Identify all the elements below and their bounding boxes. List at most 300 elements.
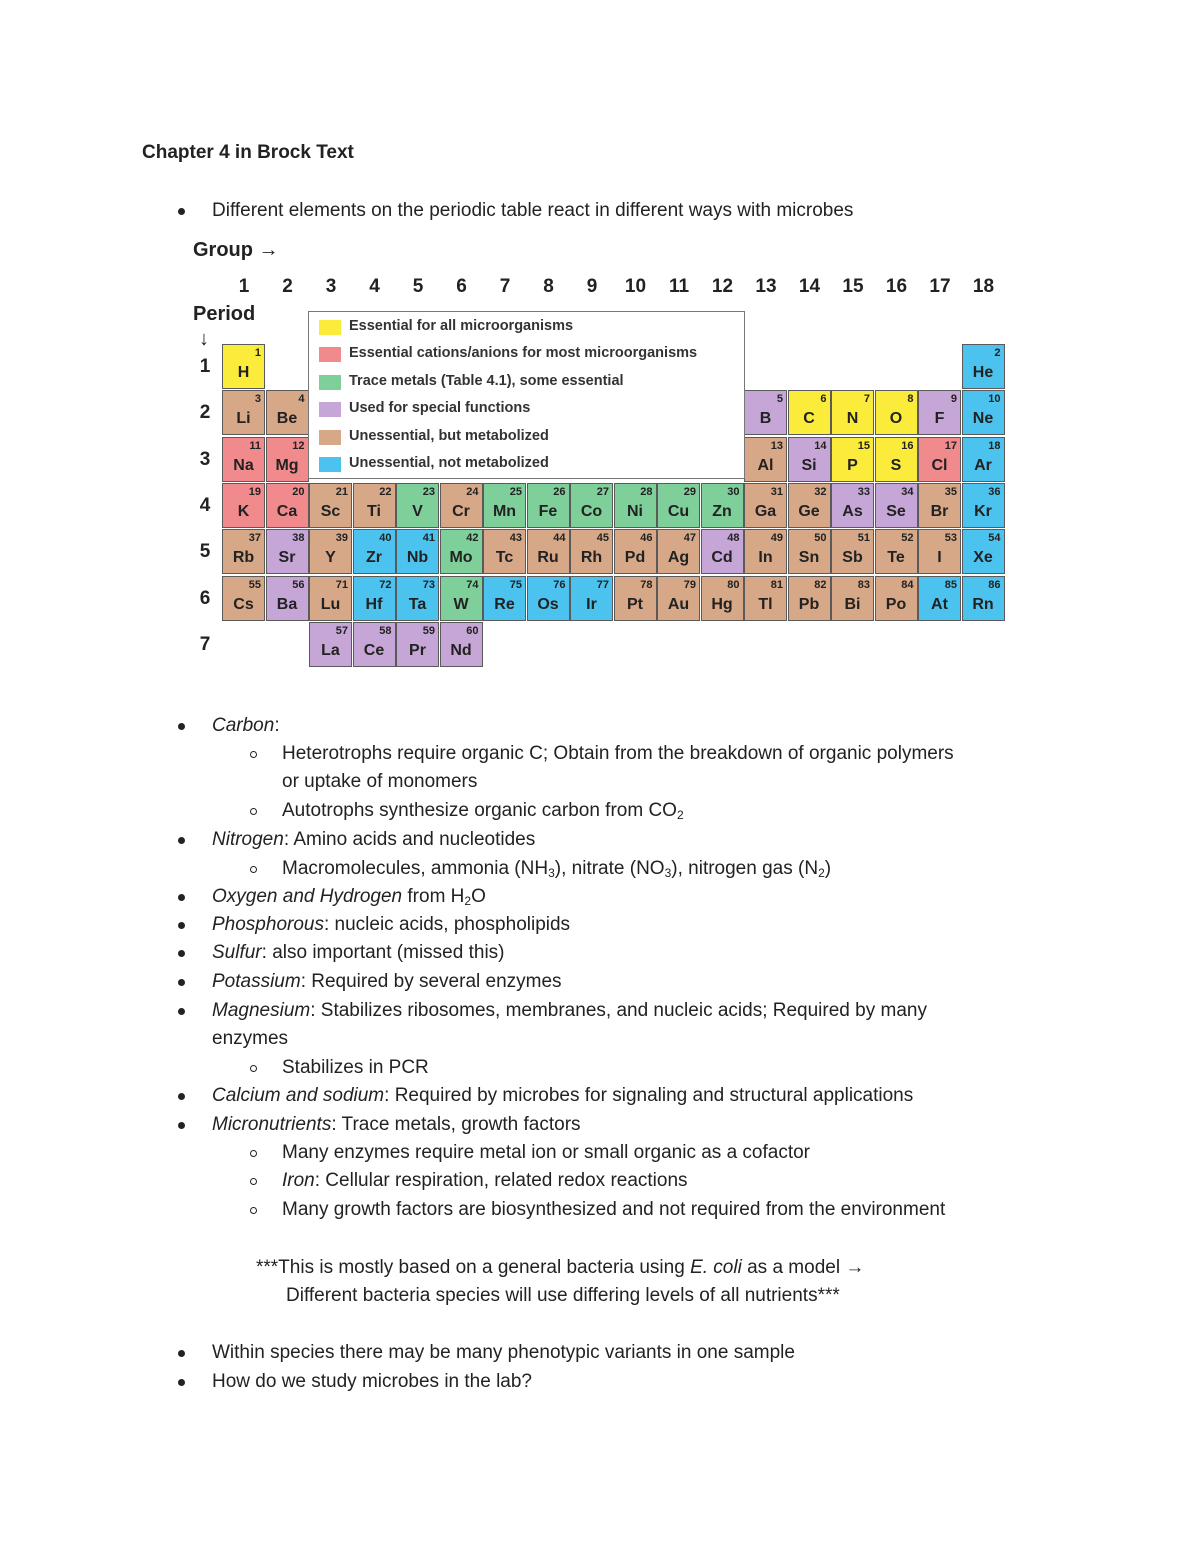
atomic-number: 39: [335, 532, 348, 545]
atomic-number: 53: [944, 532, 957, 545]
element-symbol: Pd: [624, 549, 646, 567]
nitrogen-sub: [282, 857, 831, 881]
element-symbol: Pb: [798, 595, 820, 613]
atomic-number: 56: [292, 578, 305, 591]
bullet-icon: [178, 1122, 185, 1129]
element-symbol: Ca: [276, 502, 298, 520]
legend-label: Unessential, but metabolized: [349, 427, 549, 444]
element-symbol: Sc: [320, 502, 341, 520]
sub-bullet-icon: [250, 866, 257, 873]
element-cell: [396, 622, 439, 667]
element-cell: [875, 390, 918, 435]
element-symbol: Be: [276, 410, 298, 428]
element-cell: [527, 483, 570, 528]
period-number: 4: [199, 494, 211, 516]
atomic-number: 55: [248, 578, 261, 591]
element-symbol: Ir: [586, 595, 597, 613]
atomic-number: 33: [857, 485, 870, 498]
element-cell: [831, 437, 874, 482]
element-symbol: Hg: [711, 595, 733, 613]
element-cell: [309, 576, 352, 621]
calcium-rest: : Required by microbes for signaling and structural applications: [384, 1085, 914, 1106]
atomic-number: 7: [863, 393, 870, 406]
carbon-sub1-cont: or uptake of monomers: [282, 771, 478, 792]
bullet-icon: [178, 950, 185, 957]
atomic-number: 12: [292, 439, 305, 452]
atomic-number: 23: [422, 485, 435, 498]
atomic-number: 41: [422, 532, 435, 545]
page-title: Chapter 4 in Brock Text: [142, 142, 354, 163]
sub-bullet-icon: [250, 1065, 257, 1072]
period-number: 6: [199, 587, 211, 609]
atomic-number: 43: [509, 532, 522, 545]
atomic-number: 32: [814, 485, 827, 498]
element-cell: [962, 576, 1005, 621]
element-symbol: He: [972, 364, 994, 381]
element-cell: [918, 529, 961, 574]
element-symbol: Zr: [366, 549, 382, 567]
atomic-number: 29: [683, 485, 696, 498]
element-symbol: Rb: [232, 549, 255, 567]
element-symbol: Y: [325, 549, 336, 567]
element-cell: [701, 529, 744, 574]
element-cell: [396, 529, 439, 574]
micro-rest: : Trace metals, growth factors: [331, 1114, 581, 1135]
atomic-number: 2: [994, 347, 1001, 359]
element-symbol: Ba: [276, 595, 298, 613]
element-cell: [831, 529, 874, 574]
element-symbol: Bi: [844, 595, 861, 613]
element-cell: [918, 437, 961, 482]
atomic-number: 8: [907, 393, 914, 406]
oh-rest-a: from H: [402, 886, 465, 907]
period-number: 3: [199, 448, 211, 470]
bullet-icon: [178, 1350, 185, 1357]
element-cell: [744, 390, 787, 435]
how-item: How do we study microbes in the lab?: [212, 1371, 532, 1392]
element-cell: [570, 576, 613, 621]
period-header: Period: [193, 303, 256, 325]
legend-swatch: [319, 347, 341, 362]
atomic-number: 45: [596, 532, 609, 545]
potassium-rest: : Required by several enzymes: [300, 971, 562, 992]
sulfur-item: [212, 941, 505, 965]
legend-swatch: [319, 457, 341, 472]
element-cell: [570, 529, 613, 574]
element-symbol: Sr: [278, 549, 296, 567]
atomic-number: 9: [950, 393, 957, 406]
element-symbol: S: [890, 456, 902, 474]
nh3-subscript: 3: [548, 866, 555, 880]
group-number: 4: [369, 276, 380, 297]
atomic-number: 79: [683, 578, 696, 591]
legend-label: Unessential, not metabolized: [349, 455, 549, 471]
element-symbol: Tc: [495, 549, 514, 567]
element-cell: [701, 483, 744, 528]
group-number: 2: [282, 276, 293, 297]
element-symbol: Ge: [798, 502, 820, 520]
atomic-number: 27: [596, 485, 609, 498]
bullet-icon: [178, 894, 185, 901]
within-item: Within species there may be many phenotypic variants in one sample: [212, 1342, 795, 1363]
atomic-number: 83: [857, 578, 870, 591]
star-note-line1: [256, 1256, 864, 1280]
element-symbol: Cu: [667, 502, 690, 520]
group-number: 1: [238, 276, 250, 297]
element-cell: [962, 390, 1005, 435]
group-header: Group →: [193, 239, 279, 261]
element-cell: [222, 576, 265, 621]
element-cell: [483, 483, 526, 528]
atomic-number: 54: [988, 532, 1001, 545]
nitrogen-item: [212, 828, 535, 852]
group-number: 12: [711, 276, 734, 297]
group-number: 10: [624, 276, 647, 297]
legend-label: Essential for all microorganisms: [349, 318, 574, 334]
element-cell: [483, 529, 526, 574]
atomic-number: 17: [944, 439, 957, 452]
group-number: 8: [543, 276, 554, 297]
element-cell: [222, 437, 265, 482]
element-symbol: Li: [236, 410, 251, 428]
bullet-icon: [178, 723, 185, 730]
element-cell: [788, 437, 831, 482]
phos-rest: : nucleic acids, phospholipids: [323, 914, 571, 935]
micro-label: Micronutrients: [212, 1114, 332, 1135]
group-number: 16: [885, 276, 908, 297]
element-cell: [918, 390, 961, 435]
atomic-number: 1: [254, 347, 261, 359]
element-cell: [875, 483, 918, 528]
legend-swatch: [319, 375, 341, 390]
element-symbol: Re: [494, 595, 515, 613]
element-symbol: Xe: [973, 549, 993, 567]
element-cell: [614, 529, 657, 574]
atomic-number: 51: [857, 532, 870, 545]
bullet-icon: [178, 979, 185, 986]
element-symbol: Ti: [367, 502, 381, 520]
element-cell: [353, 576, 396, 621]
element-symbol: As: [842, 502, 863, 520]
element-cell: [222, 344, 265, 389]
atomic-number: 18: [988, 439, 1001, 452]
phos-item: [212, 913, 570, 937]
element-cell: [701, 576, 744, 621]
bullet-icon: [178, 1008, 185, 1015]
atomic-number: 21: [335, 485, 348, 498]
element-symbol: Zn: [712, 502, 732, 520]
element-cell: [831, 390, 874, 435]
atomic-number: 58: [379, 624, 392, 637]
atomic-number: 35: [944, 485, 957, 498]
element-symbol: Cs: [233, 595, 254, 613]
element-cell: [788, 576, 831, 621]
element-cell: [614, 483, 657, 528]
element-symbol: H: [237, 364, 250, 381]
element-cell: [309, 622, 352, 667]
element-symbol: Na: [233, 456, 254, 474]
oh-item: [212, 885, 486, 909]
element-cell: [266, 437, 309, 482]
element-cell: [962, 483, 1005, 528]
n2-subscript: 2: [818, 866, 825, 880]
element-symbol: Ru: [537, 549, 559, 567]
group-number: 15: [842, 276, 864, 297]
period-number: 2: [199, 402, 211, 424]
nitrogen-label: Nitrogen: [212, 829, 284, 850]
period-number: 7: [199, 633, 211, 655]
element-symbol: Ag: [667, 549, 690, 567]
sub-bullet-icon: [250, 1207, 257, 1214]
element-cell: [527, 576, 570, 621]
star-note-line2: Different bacteria species will use differing levels of all nutrients***: [286, 1285, 840, 1306]
atomic-number: 85: [944, 578, 957, 591]
element-symbol: K: [237, 502, 250, 520]
element-cell: [657, 529, 700, 574]
element-symbol: Fe: [538, 502, 558, 520]
bullet-icon: [178, 1379, 185, 1386]
element-symbol: Te: [887, 549, 905, 567]
nitrogen-rest: : Amino acids and nucleotides: [283, 829, 536, 850]
element-cell: [831, 483, 874, 528]
intro-text: Different elements on the periodic table react in different ways with microbes: [212, 200, 854, 221]
atomic-number: 73: [422, 578, 435, 591]
atomic-number: 15: [857, 439, 870, 452]
iron-rest: : Cellular respiration, related redox reactions: [314, 1170, 688, 1191]
element-symbol: Si: [801, 456, 817, 474]
element-symbol: Co: [580, 502, 603, 520]
element-cell: [657, 483, 700, 528]
group-number: 17: [929, 276, 951, 297]
atomic-number: 24: [466, 485, 479, 498]
atomic-number: 46: [640, 532, 653, 545]
legend-label: Essential cations/anions for most microorganisms: [349, 345, 698, 362]
potassium-item: [212, 970, 562, 994]
period-number: 1: [199, 356, 211, 377]
iron-item: [282, 1169, 688, 1193]
atomic-number: 4: [298, 393, 305, 406]
element-cell: [875, 576, 918, 621]
element-cell: [918, 576, 961, 621]
calcium-label: Calcium and sodium: [212, 1085, 385, 1106]
nitrogen-sub-d: ): [824, 858, 832, 879]
atomic-number: 86: [988, 578, 1001, 591]
atomic-number: 72: [379, 578, 392, 591]
micro-sub3: Many growth factors are biosynthesized and not required from the environment: [282, 1199, 946, 1220]
phos-label: Phosphorous: [212, 914, 324, 935]
micro-item: [212, 1113, 581, 1137]
element-cell: [570, 483, 613, 528]
element-cell: [831, 576, 874, 621]
group-number: 6: [456, 276, 467, 297]
carbon-sub2-text: Autotrophs synthesize organic carbon from CO: [282, 800, 677, 821]
nitrogen-sub-a: Macromolecules, ammonia (NH: [282, 858, 549, 879]
legend-box: [308, 311, 745, 479]
legend-swatch: [319, 430, 341, 445]
element-symbol: O: [889, 410, 903, 428]
nitrogen-sub-b: ), nitrate (NO: [554, 858, 665, 879]
element-symbol: Rh: [580, 549, 603, 567]
magnesium-cont: enzymes: [212, 1028, 289, 1049]
element-cell: [875, 529, 918, 574]
atomic-number: 3: [254, 393, 261, 406]
potassium-label: Potassium: [212, 971, 301, 992]
atomic-number: 28: [640, 485, 653, 498]
atomic-number: 52: [901, 532, 914, 545]
oh-label: Oxygen and Hydrogen: [212, 886, 403, 907]
element-symbol: B: [759, 410, 772, 428]
atomic-number: 60: [466, 624, 479, 637]
element-symbol: Au: [667, 595, 690, 613]
micro-sub1: Many enzymes require metal ion or small organic as a cofactor: [282, 1142, 811, 1163]
atomic-number: 84: [901, 578, 914, 591]
atomic-number: 11: [249, 439, 261, 452]
element-symbol: W: [453, 595, 469, 613]
star-b: as a model →: [741, 1257, 865, 1278]
h2o-subscript: 2: [464, 894, 472, 908]
element-symbol: Ne: [972, 410, 994, 428]
element-cell: [788, 390, 831, 435]
atomic-number: 80: [727, 578, 740, 591]
element-cell: [353, 622, 396, 667]
period-number: 5: [199, 541, 211, 563]
element-symbol: Pt: [627, 595, 643, 613]
atomic-number: 74: [466, 578, 479, 591]
element-symbol: Cl: [931, 456, 948, 474]
star-a: ***This is mostly based on a general bacteria using: [256, 1257, 691, 1278]
element-symbol: Kr: [974, 502, 992, 520]
legend-swatch: [319, 320, 341, 335]
atomic-number: 10: [988, 393, 1001, 406]
magnesium-sub: Stabilizes in PCR: [282, 1057, 429, 1078]
atomic-number: 49: [770, 532, 783, 545]
element-symbol: Tl: [758, 595, 773, 613]
sulfur-rest: : also important (missed this): [261, 942, 505, 963]
atomic-number: 42: [466, 532, 479, 545]
element-cell: [962, 437, 1005, 482]
element-symbol: Mn: [492, 502, 517, 520]
atomic-number: 19: [248, 485, 261, 498]
element-symbol: Ga: [754, 502, 777, 520]
element-cell: [222, 390, 265, 435]
atomic-number: 82: [814, 578, 827, 591]
element-symbol: Lu: [320, 595, 341, 613]
carbon-rest: :: [274, 715, 280, 736]
element-cell: [875, 437, 918, 482]
group-number: 3: [325, 276, 337, 297]
atomic-number: 20: [292, 485, 305, 498]
element-cell: [657, 576, 700, 621]
element-symbol: Ce: [363, 641, 385, 659]
element-cell: [396, 576, 439, 621]
atomic-number: 81: [770, 578, 783, 591]
atomic-number: 22: [379, 485, 392, 498]
element-symbol: Sn: [798, 549, 820, 567]
group-number: 7: [499, 276, 511, 297]
element-cell: [744, 483, 787, 528]
element-symbol: P: [847, 456, 858, 474]
atomic-number: 6: [820, 393, 827, 406]
atomic-number: 5: [776, 393, 783, 406]
magnesium-rest: : Stabilizes ribosomes, membranes, and nucleic acids; Required by many: [310, 1000, 927, 1021]
atomic-number: 30: [727, 485, 740, 498]
element-symbol: Ta: [408, 595, 427, 613]
ecoli-text: E. coli: [690, 1257, 742, 1278]
element-symbol: Br: [930, 502, 949, 520]
atomic-number: 76: [553, 578, 566, 591]
element-cell: [788, 529, 831, 574]
element-symbol: Ar: [974, 456, 992, 474]
element-cell: [440, 529, 483, 574]
element-symbol: N: [846, 410, 859, 428]
periodic-table-figure: [190, 236, 1020, 676]
magnesium-item: [212, 999, 927, 1023]
element-symbol: Cr: [452, 502, 470, 520]
period-arrow-icon: ↓: [199, 328, 209, 350]
element-symbol: Al: [757, 456, 774, 474]
atomic-number: 59: [422, 624, 435, 637]
element-symbol: La: [321, 641, 340, 659]
oh-rest-b: O: [471, 886, 486, 907]
element-cell: [266, 529, 309, 574]
magnesium-label: Magnesium: [212, 1000, 311, 1021]
atomic-number: 25: [509, 485, 522, 498]
bullet-icon: [178, 1093, 185, 1100]
element-cell: [440, 576, 483, 621]
element-symbol: At: [931, 595, 948, 613]
element-symbol: F: [934, 410, 945, 428]
sub-bullet-icon: [250, 1150, 257, 1157]
atomic-number: 14: [814, 439, 827, 452]
group-number: 11: [668, 276, 690, 297]
atomic-number: 38: [292, 532, 305, 545]
group-number: 5: [412, 276, 424, 297]
element-symbol: Cd: [711, 549, 733, 567]
bullet-icon: [178, 208, 185, 215]
atomic-number: 77: [596, 578, 609, 591]
atomic-number: 36: [988, 485, 1001, 498]
co2-subscript: 2: [676, 808, 684, 822]
element-symbol: V: [412, 502, 423, 520]
group-number: 9: [586, 276, 598, 297]
no3-subscript: 3: [664, 866, 672, 880]
legend-swatch: [319, 402, 341, 417]
atomic-number: 47: [683, 532, 696, 545]
group-number: 13: [755, 276, 777, 297]
element-symbol: Mo: [449, 549, 473, 567]
element-cell: [266, 483, 309, 528]
carbon-item: [212, 714, 280, 738]
element-cell: [353, 529, 396, 574]
element-symbol: Nb: [406, 549, 429, 567]
sub-bullet-icon: [250, 808, 257, 815]
sub-bullet-icon: [250, 1178, 257, 1185]
iron-label: Iron: [282, 1170, 315, 1191]
element-symbol: Po: [885, 595, 907, 613]
element-cell: [527, 529, 570, 574]
element-symbol: Rn: [972, 595, 994, 613]
element-cell: [744, 529, 787, 574]
sulfur-label: Sulfur: [212, 942, 262, 963]
element-cell: [353, 483, 396, 528]
element-symbol: Nd: [450, 641, 472, 659]
atomic-number: 34: [901, 485, 914, 498]
element-symbol: I: [937, 549, 942, 567]
element-symbol: Ni: [627, 502, 643, 520]
element-cell: [266, 576, 309, 621]
atomic-number: 71: [335, 578, 348, 591]
sub-bullet-icon: [250, 751, 257, 758]
